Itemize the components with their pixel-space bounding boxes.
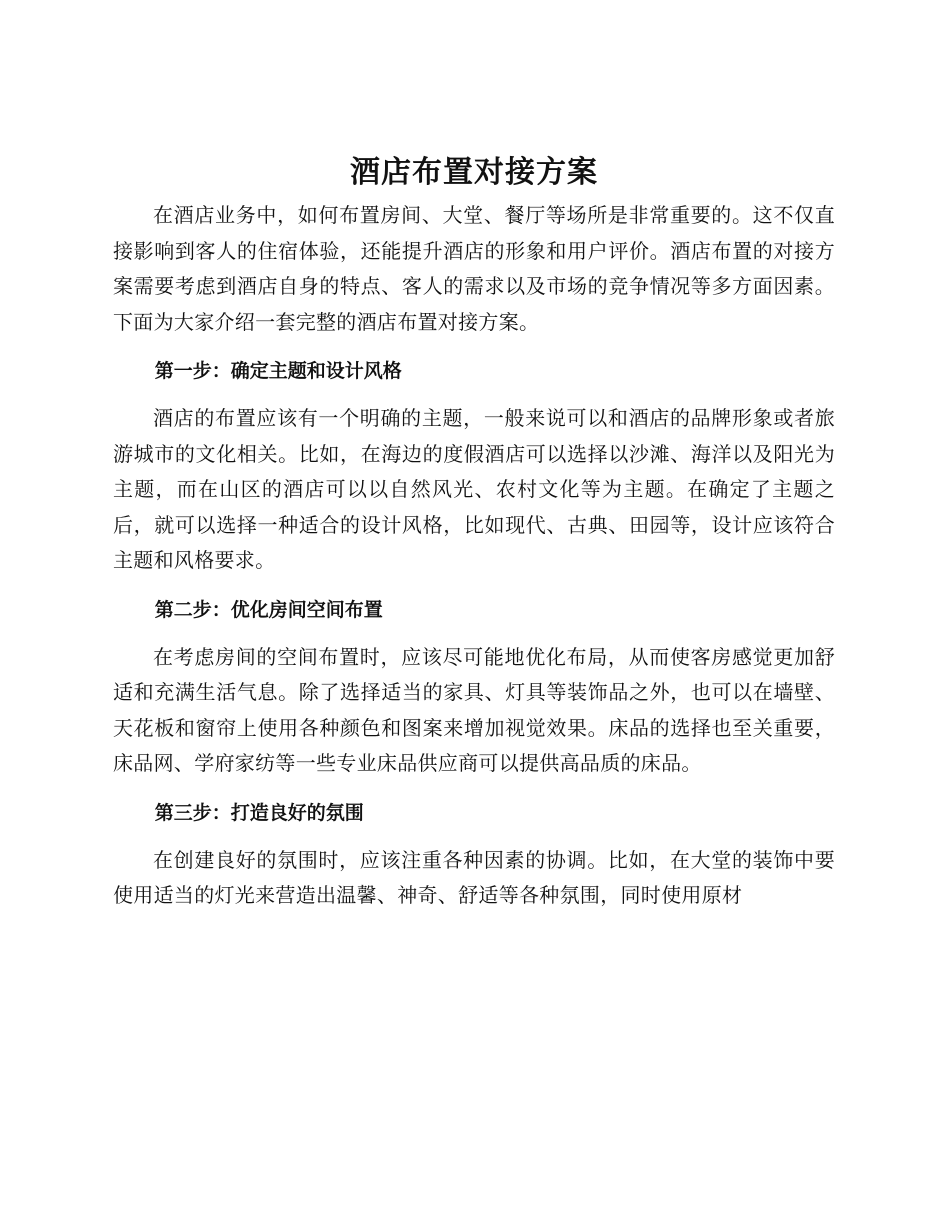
section-body-step-2: 在考虑房间的空间布置时，应该尽可能地优化布局，从而使客房感觉更加舒适和充满生活气息。除了选择适当的家具、灯具等装饰品之外，也可以在墙壁、天花板和窗帘上使用各种颜色和图案来增加视觉效果。床品的选择也至关重要，床品网、学府家纺等一些专业床品供应商可以提供高品质的床品。 [113, 644, 835, 775]
section-body-step-1: 酒店的布置应该有一个明确的主题，一般来说可以和酒店的品牌形象或者旅游城市的文化相关。比如，在海边的度假酒店可以选择以沙滩、海洋以及阳光为主题，而在山区的酒店可以以自然风光、农村文化等为主题。在确定了主题之后，就可以选择一种适合的设计风格，比如现代、古典、田园等，设计应该符合主题和风格要求。 [113, 406, 835, 572]
document-page [113, 148, 835, 914]
intro-paragraph: 在酒店业务中，如何布置房间、大堂、餐厅等场所是非常重要的。这不仅直接影响到客人的住宿体验，还能提升酒店的形象和用户评价。酒店布置的对接方案需要考虑到酒店自身的特点、客人的需求以及市场的竞争情况等多方面因素。下面为大家介绍一套完整的酒店布置对接方案。 [113, 203, 835, 334]
section-heading-step-1: 第一步：确定主题和设计风格 [154, 360, 402, 382]
section-heading-step-2: 第二步：优化房间空间布置 [154, 598, 383, 621]
section-body-step-3: 在创建良好的氛围时，应该注重各种因素的协调。比如，在大堂的装饰中要使用适当的灯光来营造出温馨、神奇、舒适等各种氛围，同时使用原材 [113, 847, 835, 907]
section-heading-step-3: 第三步：打造良好的氛围 [154, 801, 364, 824]
document-title: 酒店布置对接方案 [350, 155, 598, 190]
